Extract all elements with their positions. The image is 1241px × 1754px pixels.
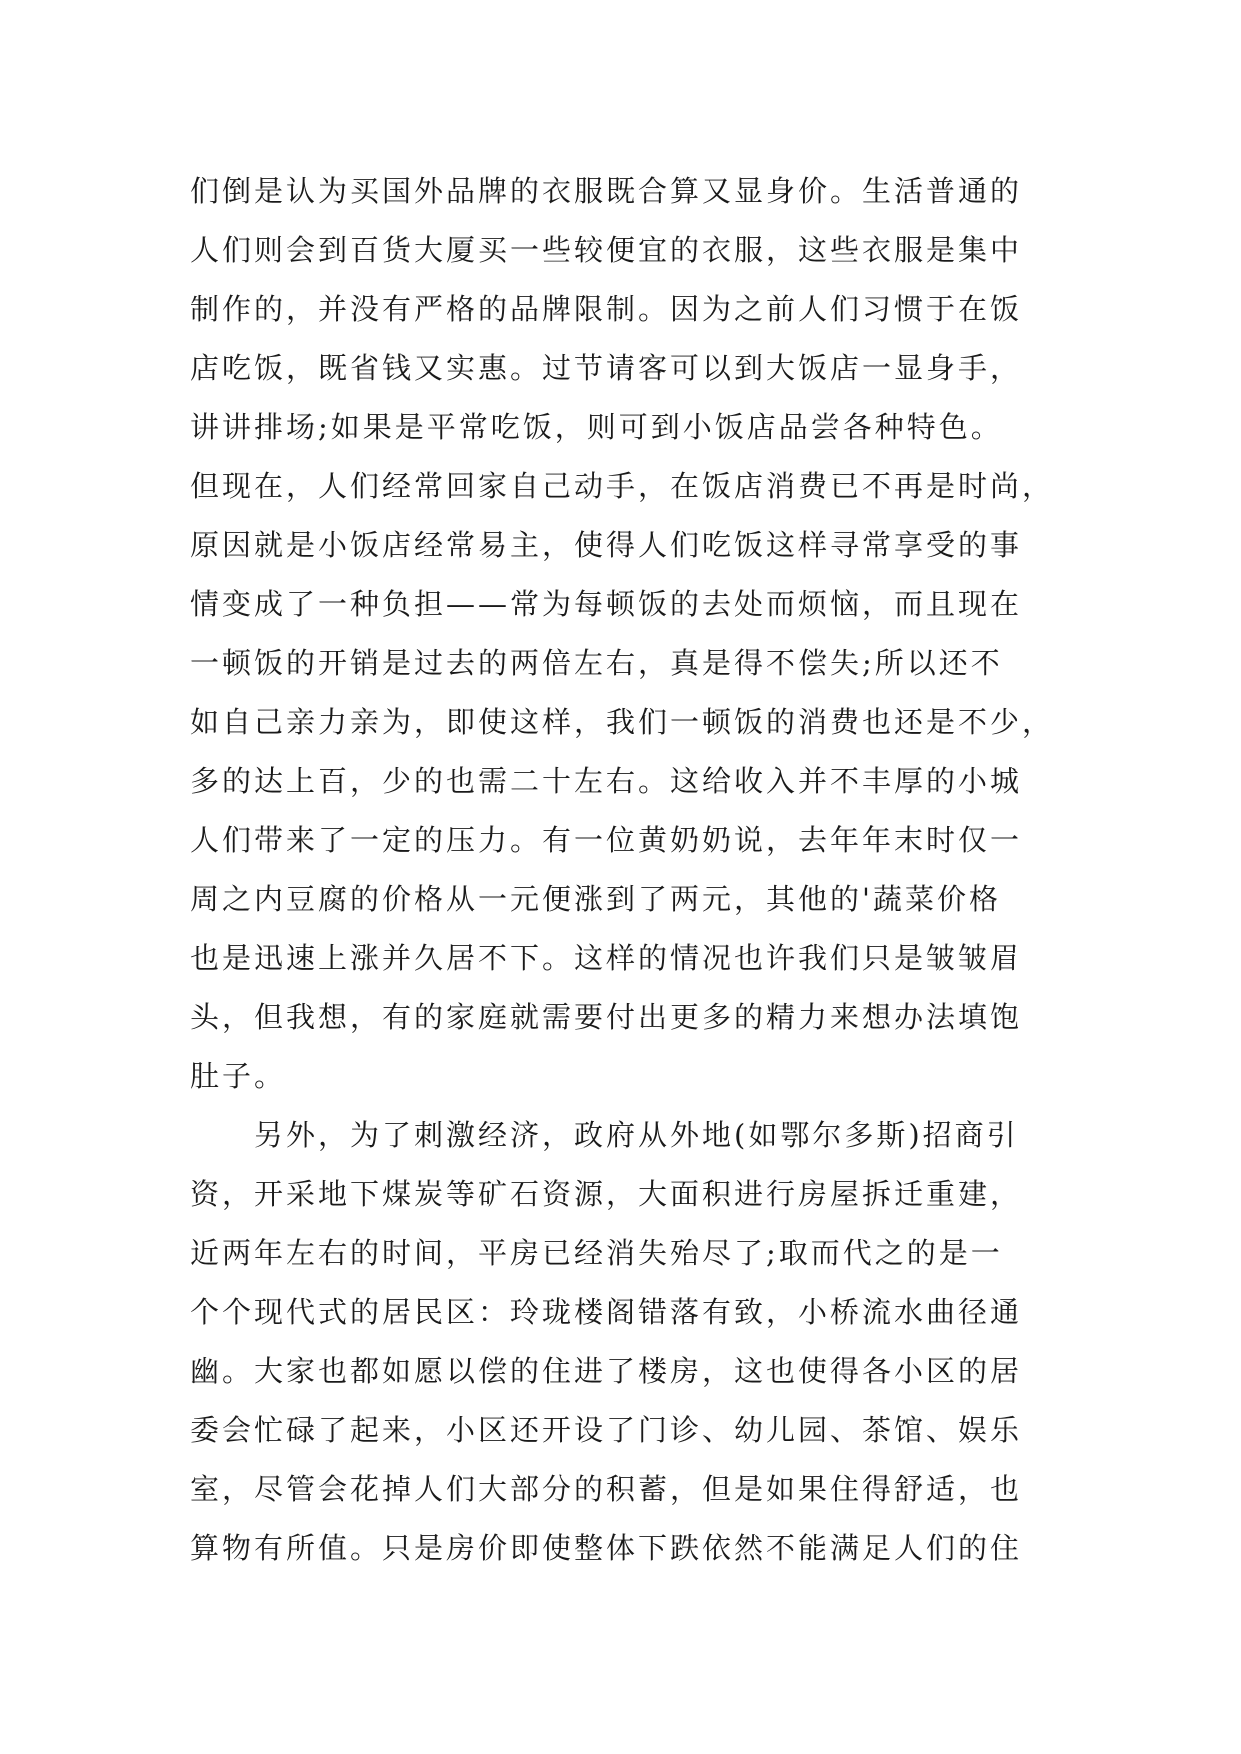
text-line: 制作的，并没有严格的品牌限制。因为之前人们习惯于在饭: [190, 292, 1023, 326]
text-line: 资，开采地下煤炭等矿石资源，大面积进行房屋拆迁重建，: [190, 1177, 1023, 1211]
text-line: 幽。大家也都如愿以偿的住进了楼房，这也使得各小区的居: [190, 1354, 1023, 1388]
text-line: 原因就是小饭店经常易主，使得人们吃饭这样寻常享受的事: [190, 528, 1023, 562]
text-line: 讲讲排场;如果是平常吃饭，则可到小饭店品尝各种特色。: [190, 410, 1003, 444]
text-line: 头，但我想，有的家庭就需要付出更多的精力来想办法填饱: [190, 1000, 1023, 1034]
text-line: 肚子。: [190, 1059, 287, 1093]
text-line: 一顿饭的开销是过去的两倍左右，真是得不偿失;所以还不: [190, 646, 1003, 680]
text-line: 近两年左右的时间，平房已经消失殆尽了;取而代之的是一: [190, 1236, 1003, 1270]
text-line: 室，尽管会花掉人们大部分的积蓄，但是如果住得舒适，也: [190, 1472, 1023, 1506]
text-line: 情变成了一种负担——常为每顿饭的去处而烦恼，而且现在: [190, 587, 1023, 621]
text-line: 人们则会到百货大厦买一些较便宜的衣服，这些衣服是集中: [190, 233, 1023, 267]
text-line: 周之内豆腐的价格从一元便涨到了两元，其他的'蔬菜价格: [190, 882, 1001, 916]
text-line: 但现在，人们经常回家自己动手，在饭店消费已不再是时尚，: [190, 469, 1055, 503]
text-line: 个个现代式的居民区：玲珑楼阁错落有致，小桥流水曲径通: [190, 1295, 1023, 1329]
text-line: 算物有所值。只是房价即使整体下跌依然不能满足人们的住: [190, 1531, 1023, 1565]
text-line: 也是迅速上涨并久居不下。这样的情况也许我们只是皱皱眉: [190, 941, 1023, 975]
text-line: 委会忙碌了起来，小区还开设了门诊、幼儿园、茶馆、娱乐: [190, 1413, 1023, 1447]
text-line: 如自己亲力亲为，即使这样，我们一顿饭的消费也还是不少，: [190, 705, 1055, 739]
text-line: 另外，为了刺激经济，政府从外地(如鄂尔多斯)招商引: [190, 1118, 1019, 1152]
text-line: 多的达上百，少的也需二十左右。这给收入并不丰厚的小城: [190, 764, 1023, 798]
text-line: 人们带来了一定的压力。有一位黄奶奶说，去年年末时仅一: [190, 823, 1023, 857]
text-line: 店吃饭，既省钱又实惠。过节请客可以到大饭店一显身手，: [190, 351, 1023, 385]
text-line: 们倒是认为买国外品牌的衣服既合算又显身价。生活普通的: [190, 174, 1023, 208]
body-text: [190, 162, 1070, 1578]
